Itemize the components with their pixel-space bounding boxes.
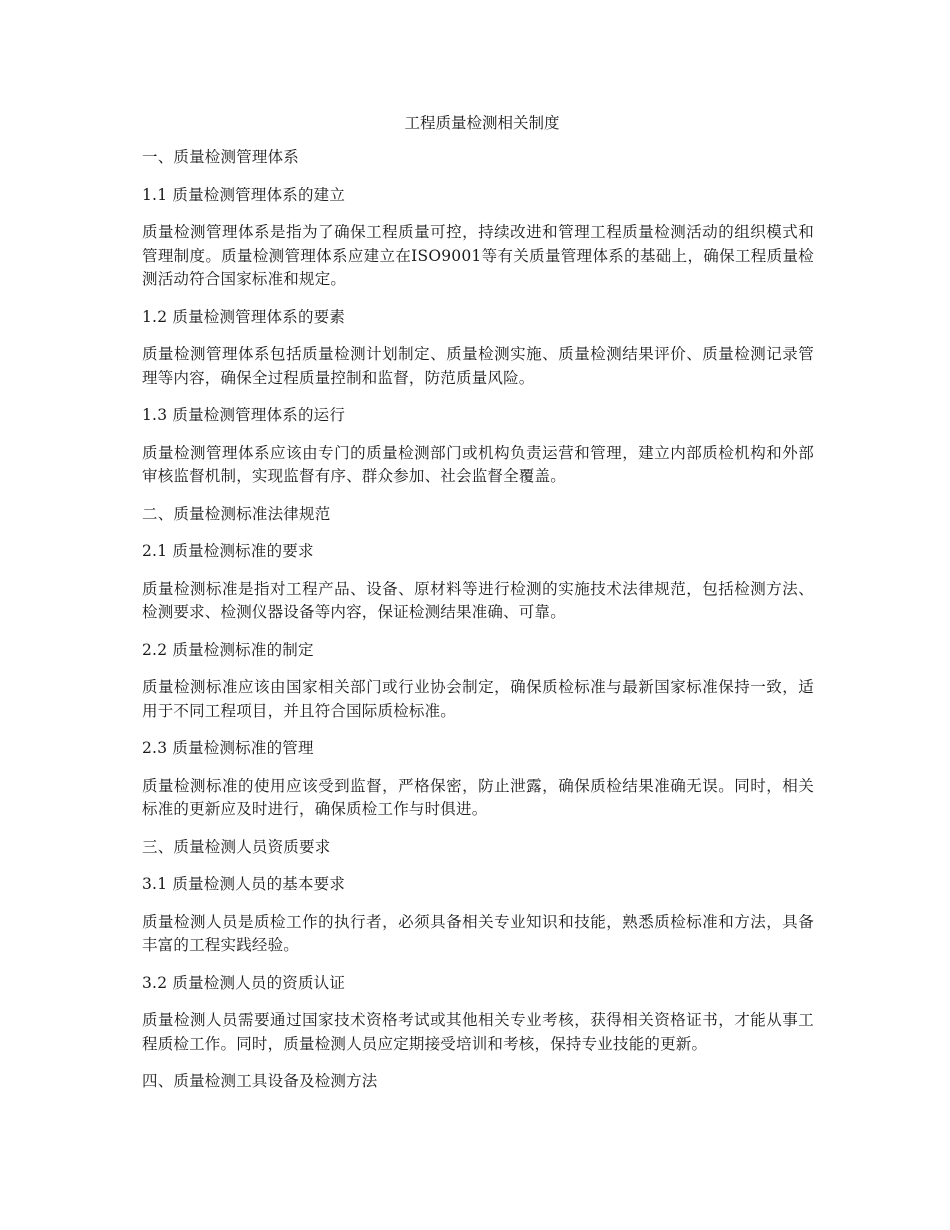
subsection-heading-3-1: 3.1 质量检测人员的基本要求 [142, 875, 346, 893]
subsection-heading-1-3: 1.3 质量检测管理体系的运行 [142, 406, 346, 424]
paragraph-1-2: 质量检测管理体系包括质量检测计划制定、质量检测实施、质量检测结果评价、质量检测记录管理等内容，确保全过程质量控制和监督，防范质量风险。 [142, 345, 814, 387]
paragraph-2-3: 质量检测标准的使用应该受到监督，严格保密，防止泄露，确保质检结果准确无误。同时，相关标准的更新应及时进行，确保质检工作与时俱进。 [142, 776, 814, 818]
subsection-heading-3-2: 3.2 质量检测人员的资质认证 [142, 973, 346, 992]
paragraph-3-1: 质量检测人员是质检工作的执行者，必须具备相关专业知识和技能，熟悉质检标准和方法，具备丰富的工程实践经验。 [142, 912, 814, 954]
subsection-heading-2-3: 2.3 质量检测标准的管理 [142, 739, 314, 757]
section-heading-3: 三、质量检测人员资质要求 [142, 837, 331, 856]
paragraph-1-1: 质量检测管理体系是指为了确保工程质量可控，持续改进和管理工程质量检测活动的组织模式和管理制度。质量检测管理体系应建立在ISO9001等有关质量管理体系的基础上，确保工程质量检测活动符合国家标准和规定。 [142, 223, 814, 288]
subsection-heading-1-1: 1.1 质量检测管理体系的建立 [142, 185, 346, 204]
document-page [142, 110, 814, 1108]
section-heading-1: 一、质量检测管理体系 [142, 148, 300, 166]
subsection-heading-1-2: 1.2 质量检测管理体系的要素 [142, 307, 346, 326]
subsection-heading-2-2: 2.2 质量检测标准的制定 [142, 640, 314, 659]
section-heading-4: 四、质量检测工具设备及检测方法 [142, 1072, 378, 1090]
section-heading-2: 二、质量检测标准法律规范 [142, 504, 331, 523]
paragraph-3-2: 质量检测人员需要通过国家技术资格考试或其他相关专业考核，获得相关资格证书，才能从事工程质检工作。同时，质量检测人员应定期接受培训和考核，保持专业技能的更新。 [142, 1011, 814, 1053]
paragraph-1-3: 质量检测管理体系应该由专门的质量检测部门或机构负责运营和管理，建立内部质检机构和外部审核监督机制，实现监督有序、群众参加、社会监督全覆盖。 [142, 443, 814, 485]
paragraph-2-1: 质量检测标准是指对工程产品、设备、原材料等进行检测的实施技术法律规范，包括检测方法、检测要求、检测仪器设备等内容，保证检测结果准确、可靠。 [142, 579, 814, 621]
document-title: 工程质量检测相关制度 [404, 114, 560, 132]
paragraph-2-2: 质量检测标准应该由国家相关部门或行业协会制定，确保质检标准与最新国家标准保持一致，适用于不同工程项目，并且符合国际质检标准。 [142, 678, 814, 720]
subsection-heading-2-1: 2.1 质量检测标准的要求 [142, 542, 314, 560]
